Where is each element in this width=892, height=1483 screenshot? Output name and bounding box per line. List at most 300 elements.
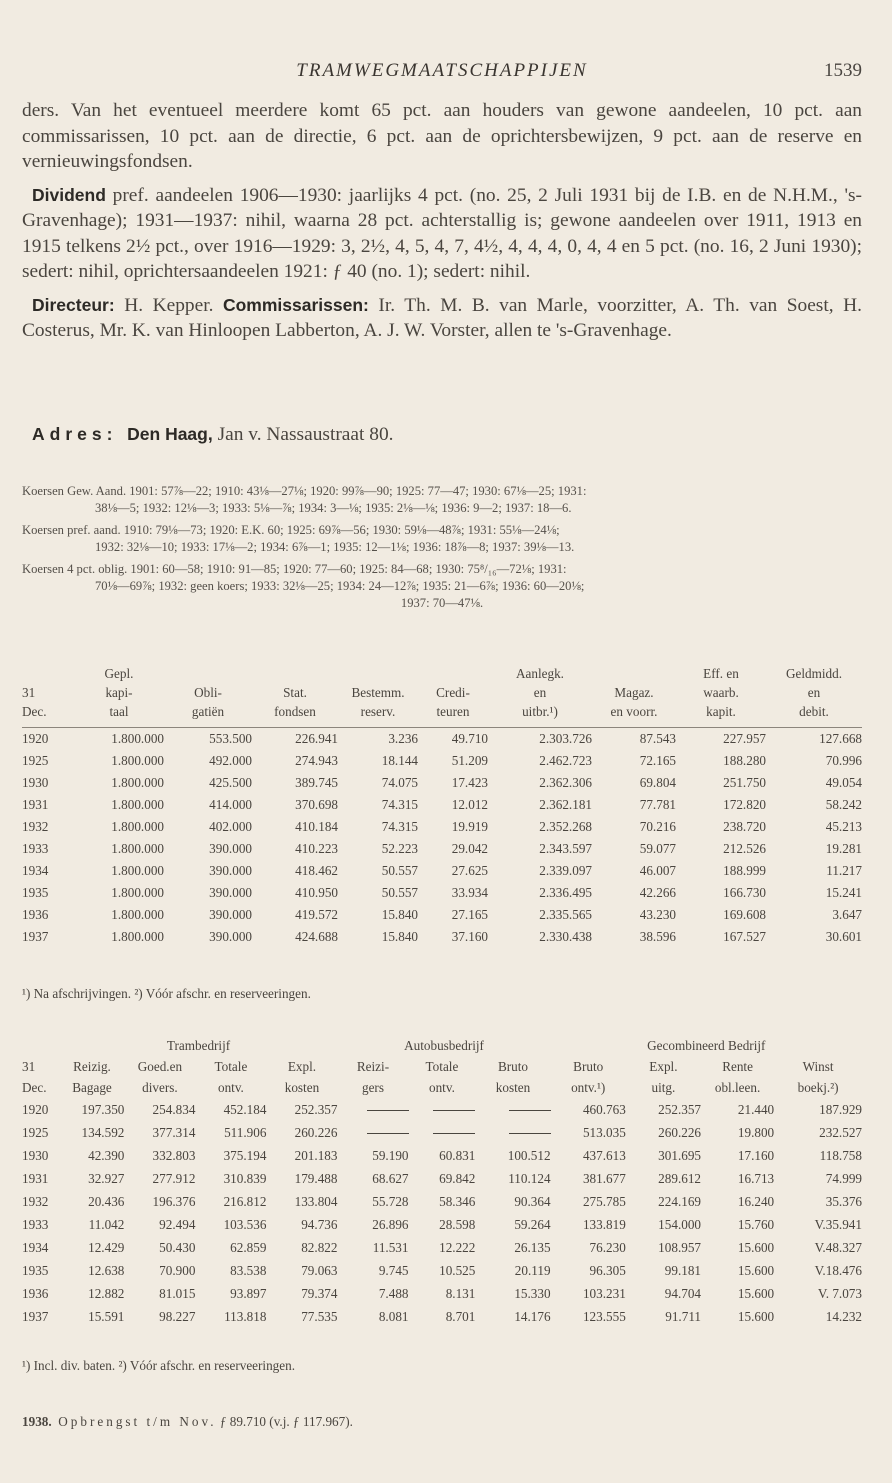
table-cell: 68.627 <box>372 1170 409 1186</box>
table-cell: 167.527 <box>723 929 766 944</box>
table-cell: 410.184 <box>295 819 338 834</box>
table-row <box>22 1213 862 1236</box>
table-cell: 113.818 <box>224 1308 267 1324</box>
column-header: Bestemm. <box>351 685 405 700</box>
table-cell: 19.800 <box>737 1124 775 1140</box>
table-cell: 123.555 <box>582 1308 626 1324</box>
year-cell: 1925 <box>22 1124 49 1140</box>
table-row <box>22 882 862 904</box>
table-cell: 390.000 <box>209 885 252 900</box>
table-cell: 277.912 <box>152 1170 196 1186</box>
table-cell: 460.763 <box>582 1101 626 1117</box>
table-cell: 310.839 <box>223 1170 267 1186</box>
footer-text: ƒ 89.710 (v.j. ƒ 117.967). <box>219 1414 353 1429</box>
table-cell: 15.600 <box>737 1262 775 1278</box>
table-header-row <box>22 664 862 683</box>
year-cell: 31 <box>22 1059 36 1074</box>
table-cell: 90.364 <box>514 1193 551 1209</box>
table-cell: 238.720 <box>723 819 766 834</box>
year-cell <box>22 664 74 683</box>
balance-table <box>22 664 862 948</box>
table-header-row <box>22 702 862 721</box>
table-cell: 3.647 <box>832 907 862 922</box>
quote-line: Koersen pref. aand. 1910: 79⅛—73; 1920: E.K. 60; 1925: 69⅞—56; 1930: 59⅛—48⅞; 1931: 55⅛—24⅛; <box>22 523 560 537</box>
table-cell: 188.999 <box>723 863 766 878</box>
column-header: fondsen <box>274 704 316 719</box>
table-cell: 33.934 <box>451 885 488 900</box>
table-cell: 381.677 <box>582 1170 626 1186</box>
footer-year: 1938. <box>22 1414 52 1429</box>
running-header <box>22 60 862 86</box>
table1-footnote: ¹) Na afschrijvingen. ²) Vóór afschr. en reserveeringen. <box>22 986 311 1001</box>
table-cell: 11.531 <box>372 1239 409 1255</box>
column-header: Eff. en <box>703 666 739 681</box>
table-row <box>22 728 862 751</box>
table-cell: 50.557 <box>381 863 418 878</box>
table-cell: 77.535 <box>301 1308 338 1324</box>
table-cell: 154.000 <box>658 1216 702 1232</box>
table-cell: 389.745 <box>295 775 338 790</box>
table-cell: 20.119 <box>514 1262 551 1278</box>
column-header: Totale <box>214 1059 248 1074</box>
table-cell: 1.800.000 <box>111 929 164 944</box>
commissarissen-label: Commissarissen: <box>222 294 369 315</box>
column-header: Reizig. <box>73 1059 111 1074</box>
price-quotes <box>22 483 862 617</box>
table-header-row <box>22 1056 862 1077</box>
table-row <box>22 1282 862 1305</box>
table-cell: 1.800.000 <box>111 841 164 856</box>
table-cell: 49.054 <box>825 775 862 790</box>
table-cell: 77.781 <box>639 797 676 812</box>
column-header: reserv. <box>360 704 396 719</box>
table-cell: 29.042 <box>451 841 488 856</box>
table-cell: 79.374 <box>301 1285 338 1301</box>
year-cell: 1934 <box>22 863 49 878</box>
table-cell: 390.000 <box>209 863 252 878</box>
table-cell: 410.950 <box>295 885 338 900</box>
column-header: Rente <box>722 1059 753 1074</box>
table-cell: 27.165 <box>451 907 488 922</box>
table-header-row <box>22 683 862 702</box>
table-cell: 52.223 <box>381 841 418 856</box>
management-paragraph <box>22 293 862 344</box>
table-cell: 12.012 <box>451 797 488 812</box>
table-cell: 216.812 <box>223 1193 267 1209</box>
table-cell: 1.800.000 <box>111 797 164 812</box>
table-row <box>22 1121 862 1144</box>
column-header: Bruto <box>497 1059 528 1074</box>
table-cell: 252.357 <box>294 1101 338 1117</box>
table-cell: 7.488 <box>378 1285 409 1301</box>
table-cell: 301.695 <box>658 1147 702 1163</box>
column-header: Bruto <box>573 1059 604 1074</box>
dividend-label: Dividend <box>32 184 106 205</box>
table-cell: 93.897 <box>230 1285 267 1301</box>
table-cell: 8.131 <box>445 1285 476 1301</box>
table-cell: 133.819 <box>582 1216 626 1232</box>
table-cell: 62.859 <box>230 1239 267 1255</box>
directeur-label: Directeur: <box>32 294 115 315</box>
table-cell: 59.077 <box>639 841 676 856</box>
table-cell: 15.241 <box>825 885 862 900</box>
table-cell: 1.800.000 <box>111 885 164 900</box>
table-cell: 14.176 <box>514 1308 551 1324</box>
table-cell: 20.436 <box>88 1193 125 1209</box>
table-cell: 375.194 <box>223 1147 267 1163</box>
table-cell: 332.803 <box>152 1147 196 1163</box>
table-cell <box>337 1098 408 1121</box>
table-header-row <box>22 1077 862 1098</box>
table-cell: 70.996 <box>825 753 862 768</box>
column-header: Obli- <box>194 685 222 700</box>
table-cell: 2.339.097 <box>539 863 592 878</box>
table-row <box>22 750 862 772</box>
quote-ordinary-shares <box>22 483 862 517</box>
table-cell: 50.557 <box>381 885 418 900</box>
table-cell: 15.600 <box>737 1285 775 1301</box>
table-cell: 103.536 <box>223 1216 267 1232</box>
table-cell: 74.075 <box>381 775 418 790</box>
table-row <box>22 1236 862 1259</box>
table-cell: 166.730 <box>723 885 766 900</box>
year-cell: 1930 <box>22 775 49 790</box>
table-cell: 26.135 <box>514 1239 551 1255</box>
table-cell: 92.494 <box>159 1216 196 1232</box>
table-cell: 370.698 <box>295 797 338 812</box>
year-cell: 1931 <box>22 797 49 812</box>
year-cell: 1920 <box>22 731 49 746</box>
column-header: Reizi- <box>356 1059 390 1074</box>
year-cell: 1935 <box>22 885 49 900</box>
table-cell: 133.804 <box>294 1193 338 1209</box>
column-header: en voorr. <box>610 704 658 719</box>
year-cell: 31 <box>22 685 36 700</box>
column-header: Geldmidd. <box>785 666 843 681</box>
address-city: Den Haag, <box>127 424 213 444</box>
column-header: ontv. <box>217 1080 244 1095</box>
table-cell: 224.169 <box>658 1193 702 1209</box>
table-cell: 212.526 <box>723 841 766 856</box>
column-header: kosten <box>495 1080 531 1095</box>
quote-bonds <box>22 561 862 612</box>
table-cell: 1.800.000 <box>111 863 164 878</box>
year-cell: 1931 <box>22 1170 49 1186</box>
column-header: kapit. <box>706 704 736 719</box>
column-header: Gepl. <box>104 666 134 681</box>
table-cell: 251.750 <box>723 775 766 790</box>
column-header: boekj.²) <box>797 1080 839 1095</box>
table-cell: 58.242 <box>825 797 862 812</box>
table-cell: 511.906 <box>224 1124 267 1140</box>
table-cell: 94.736 <box>301 1216 338 1232</box>
footer-label: Opbrengst t/m Nov. <box>58 1414 217 1429</box>
table-cell: 232.527 <box>819 1124 862 1140</box>
table-cell: 12.882 <box>88 1285 125 1301</box>
column-header: Bagage <box>72 1080 112 1095</box>
table-cell: 46.007 <box>639 863 676 878</box>
table-cell: 55.728 <box>372 1193 409 1209</box>
dash-mark <box>509 1133 551 1134</box>
table-cell: 424.688 <box>295 929 338 944</box>
table-cell: 59.190 <box>372 1147 409 1163</box>
group-header-row <box>22 1036 862 1056</box>
table-cell: 108.957 <box>658 1239 702 1255</box>
table-cell: V.48.327 <box>814 1239 862 1255</box>
table-cell: 17.423 <box>451 775 488 790</box>
table-cell: 254.834 <box>152 1101 196 1117</box>
table-cell: 18.144 <box>381 753 418 768</box>
table-row <box>22 838 862 860</box>
table-row <box>22 1259 862 1282</box>
table-cell: 134.592 <box>81 1124 125 1140</box>
column-header: uitbr.¹) <box>522 704 558 719</box>
column-header: divers. <box>142 1080 178 1095</box>
year-cell: 1930 <box>22 1147 49 1163</box>
table-cell: 260.226 <box>658 1124 702 1140</box>
dividend-paragraph <box>22 183 862 285</box>
year-cell: 1936 <box>22 1285 49 1301</box>
table-cell: 42.266 <box>639 885 676 900</box>
table-cell: 21.440 <box>737 1101 775 1117</box>
year-cell: 1932 <box>22 819 49 834</box>
column-header: Goed.en <box>137 1059 183 1074</box>
table-row <box>22 1098 862 1121</box>
table-cell: 9.745 <box>378 1262 409 1278</box>
column-header: en <box>533 685 547 700</box>
year-cell: 1935 <box>22 1262 49 1278</box>
table-cell: 99.181 <box>664 1262 702 1278</box>
column-header: uitg. <box>651 1080 676 1095</box>
year-cell: Dec. <box>22 704 47 719</box>
table-cell: 1.800.000 <box>111 775 164 790</box>
table-cell: 187.929 <box>819 1101 862 1117</box>
table-cell: 390.000 <box>209 907 252 922</box>
table-cell: 1.800.000 <box>111 731 164 746</box>
year-cell: 1925 <box>22 753 49 768</box>
table-cell: 15.600 <box>737 1239 775 1255</box>
table-cell: 12.222 <box>439 1239 476 1255</box>
table-cell: 275.785 <box>582 1193 626 1209</box>
column-header <box>164 664 252 683</box>
column-header <box>338 664 418 683</box>
table-cell: 83.538 <box>230 1262 267 1278</box>
dash-mark <box>433 1133 475 1134</box>
table-cell: 50.430 <box>159 1239 196 1255</box>
table-row <box>22 904 862 926</box>
table-cell: 377.314 <box>152 1124 196 1140</box>
table-cell: 17.160 <box>737 1147 775 1163</box>
table-cell: 81.015 <box>159 1285 196 1301</box>
table-row <box>22 794 862 816</box>
year-cell: 1937 <box>22 929 49 944</box>
table-cell: 169.608 <box>723 907 766 922</box>
column-header: gatiën <box>191 704 225 719</box>
column-header: waarb. <box>703 685 739 700</box>
table-cell: 70.900 <box>159 1262 196 1278</box>
table-cell: 110.124 <box>508 1170 551 1186</box>
table-cell: 274.943 <box>295 753 338 768</box>
table-cell: 49.710 <box>451 731 488 746</box>
table-cell: 74.999 <box>825 1170 862 1186</box>
column-header <box>592 664 676 683</box>
table-cell: 14.232 <box>825 1308 862 1324</box>
table-cell: 100.512 <box>507 1147 551 1163</box>
table-cell: 260.226 <box>294 1124 338 1140</box>
table-cell: 437.613 <box>582 1147 626 1163</box>
table-cell <box>337 1121 408 1144</box>
table-row <box>22 926 862 948</box>
column-header: Expl. <box>287 1059 317 1074</box>
footer-line <box>22 1414 353 1430</box>
table-cell: 127.668 <box>819 731 862 746</box>
table-cell: V.35.941 <box>814 1216 862 1232</box>
table-cell: 72.165 <box>639 753 676 768</box>
quote-line-continued: 38⅛—5; 1932: 12⅛—3; 1933: 5⅛—⅞; 1934: 3—⅛; 1935: 2⅛—⅛; 1936: 9—2; 1937: 18—6. <box>95 501 572 515</box>
table-cell <box>409 1098 476 1121</box>
table2-footnote: ¹) Incl. div. baten. ²) Vóór afschr. en reserveeringen. <box>22 1358 296 1373</box>
column-header: teuren <box>436 704 470 719</box>
table-cell: 1.800.000 <box>111 753 164 768</box>
table-cell: 79.063 <box>301 1262 338 1278</box>
table-cell: 188.280 <box>723 753 766 768</box>
column-header: Expl. <box>649 1059 678 1074</box>
table-cell: 69.804 <box>639 775 676 790</box>
table-row <box>22 1167 862 1190</box>
table-cell: 252.357 <box>658 1101 702 1117</box>
year-cell: 1934 <box>22 1239 49 1255</box>
table-cell: 74.315 <box>381 819 418 834</box>
table-cell: 15.840 <box>381 929 418 944</box>
column-header <box>252 664 338 683</box>
table-row <box>22 1144 862 1167</box>
table-cell: 28.598 <box>439 1216 476 1232</box>
column-header: Credi- <box>436 685 470 700</box>
table-cell: 11.042 <box>88 1216 125 1232</box>
table-cell: 2.343.597 <box>539 841 592 856</box>
table-cell: 227.957 <box>723 731 766 746</box>
table-cell: 74.315 <box>381 797 418 812</box>
table-row <box>22 1190 862 1213</box>
quote-line-continued: 70⅛—69⅞; 1932: geen koers; 1933: 32⅛—25; 1934: 24—12⅞; 1935: 21—6⅞; 1936: 60—20⅛; <box>95 579 585 593</box>
commissarissen-text: Ir. Th. M. B. van Marle, voorzitter, A. Th. van Soest, H. Costerus, Mr. K. van Hinloopen Labberton, A. J. W. Vorster, allen te 's-Gravenhage. <box>22 294 862 341</box>
table-cell: 418.462 <box>295 863 338 878</box>
table-cell: 69.842 <box>439 1170 476 1186</box>
column-header: Totale <box>425 1059 459 1074</box>
table-cell: 15.760 <box>737 1216 775 1232</box>
table-cell: 32.927 <box>88 1170 125 1186</box>
table-cell: 2.336.495 <box>539 885 592 900</box>
table-cell: 425.500 <box>209 775 252 790</box>
column-header: Aanlegk. <box>516 666 564 681</box>
table-cell: 2.330.438 <box>539 929 592 944</box>
table-cell <box>475 1098 550 1121</box>
table-cell: 82.822 <box>301 1239 338 1255</box>
table-cell: 414.000 <box>209 797 252 812</box>
table-cell: 27.625 <box>451 863 488 878</box>
table-cell: 513.035 <box>582 1124 626 1140</box>
table-cell: 1.800.000 <box>111 819 164 834</box>
table-cell: 87.543 <box>639 731 676 746</box>
table-cell: 553.500 <box>209 731 252 746</box>
body-text <box>22 98 862 352</box>
table-cell: 91.711 <box>665 1308 702 1324</box>
table-cell: 201.183 <box>294 1147 338 1163</box>
address-line <box>32 424 394 446</box>
group-autobusbedrijf: Autobusbedrijf <box>404 1038 484 1053</box>
table-row <box>22 1305 862 1328</box>
table-cell: 16.240 <box>737 1193 775 1209</box>
table-cell: 43.230 <box>639 907 676 922</box>
table-cell: 35.376 <box>825 1193 862 1209</box>
column-header: obl.leen. <box>714 1080 761 1095</box>
table-cell <box>409 1121 476 1144</box>
table-cell: 11.217 <box>826 863 862 878</box>
table-cell: 45.213 <box>825 819 862 834</box>
year-cell: Dec. <box>22 1080 47 1095</box>
quote-line-continued: 1937: 70—47⅛. <box>400 596 484 610</box>
table-cell: 19.919 <box>451 819 488 834</box>
table-cell: 8.081 <box>378 1308 409 1324</box>
table-cell: 452.184 <box>223 1101 267 1117</box>
table-cell: 390.000 <box>209 841 252 856</box>
group-trambedrijf: Trambedrijf <box>166 1038 231 1053</box>
table-cell <box>475 1121 550 1144</box>
table-row <box>22 816 862 838</box>
year-cell: 1933 <box>22 841 49 856</box>
table-cell: 2.462.723 <box>539 753 592 768</box>
dash-mark <box>367 1110 409 1111</box>
table-cell: V.18.476 <box>814 1262 862 1278</box>
table-cell: 12.638 <box>88 1262 125 1278</box>
table-cell: 10.525 <box>439 1262 476 1278</box>
table-cell: 76.230 <box>589 1239 626 1255</box>
table-row <box>22 772 862 794</box>
column-header: gers <box>361 1080 384 1095</box>
year-cell: 1936 <box>22 907 49 922</box>
year-cell: 1933 <box>22 1216 49 1232</box>
table-cell: 15.600 <box>737 1308 775 1324</box>
group-gecombineerd: Gecombineerd Bedrijf <box>647 1038 766 1053</box>
dash-mark <box>509 1110 551 1111</box>
table-cell: 15.330 <box>514 1285 551 1301</box>
table-cell: 1.800.000 <box>111 907 164 922</box>
table-cell: 172.820 <box>723 797 766 812</box>
table-cell: 2.352.268 <box>539 819 592 834</box>
table-cell: 59.264 <box>514 1216 551 1232</box>
table-cell: 12.429 <box>88 1239 125 1255</box>
column-header: kosten <box>284 1080 320 1095</box>
table-cell: 8.701 <box>445 1308 476 1324</box>
table-cell: 118.758 <box>819 1147 862 1163</box>
table-cell: 2.362.181 <box>539 797 592 812</box>
table-cell: V. 7.073 <box>817 1285 862 1301</box>
column-header: Winst <box>802 1059 834 1074</box>
table-row <box>22 860 862 882</box>
address-label: Adres: <box>32 424 118 444</box>
column-header: taal <box>109 704 129 719</box>
quote-preferred-shares <box>22 522 862 556</box>
page-number: 1539 <box>824 60 862 81</box>
table-cell: 2.362.306 <box>539 775 592 790</box>
table-cell: 402.000 <box>209 819 252 834</box>
directeur-text: H. Kepper. <box>124 294 214 316</box>
column-header: kapi- <box>105 685 133 700</box>
table-cell: 38.596 <box>639 929 676 944</box>
quote-line: Koersen Gew. Aand. 1901: 57⅞—22; 1910: 43⅛—27⅛; 1920: 99⅞—90; 1925: 77—47; 1930: 67⅛—25; 1931: <box>22 484 587 498</box>
column-header: Stat. <box>283 685 307 700</box>
address-street: Jan v. Nassaustraat 80. <box>217 424 394 445</box>
